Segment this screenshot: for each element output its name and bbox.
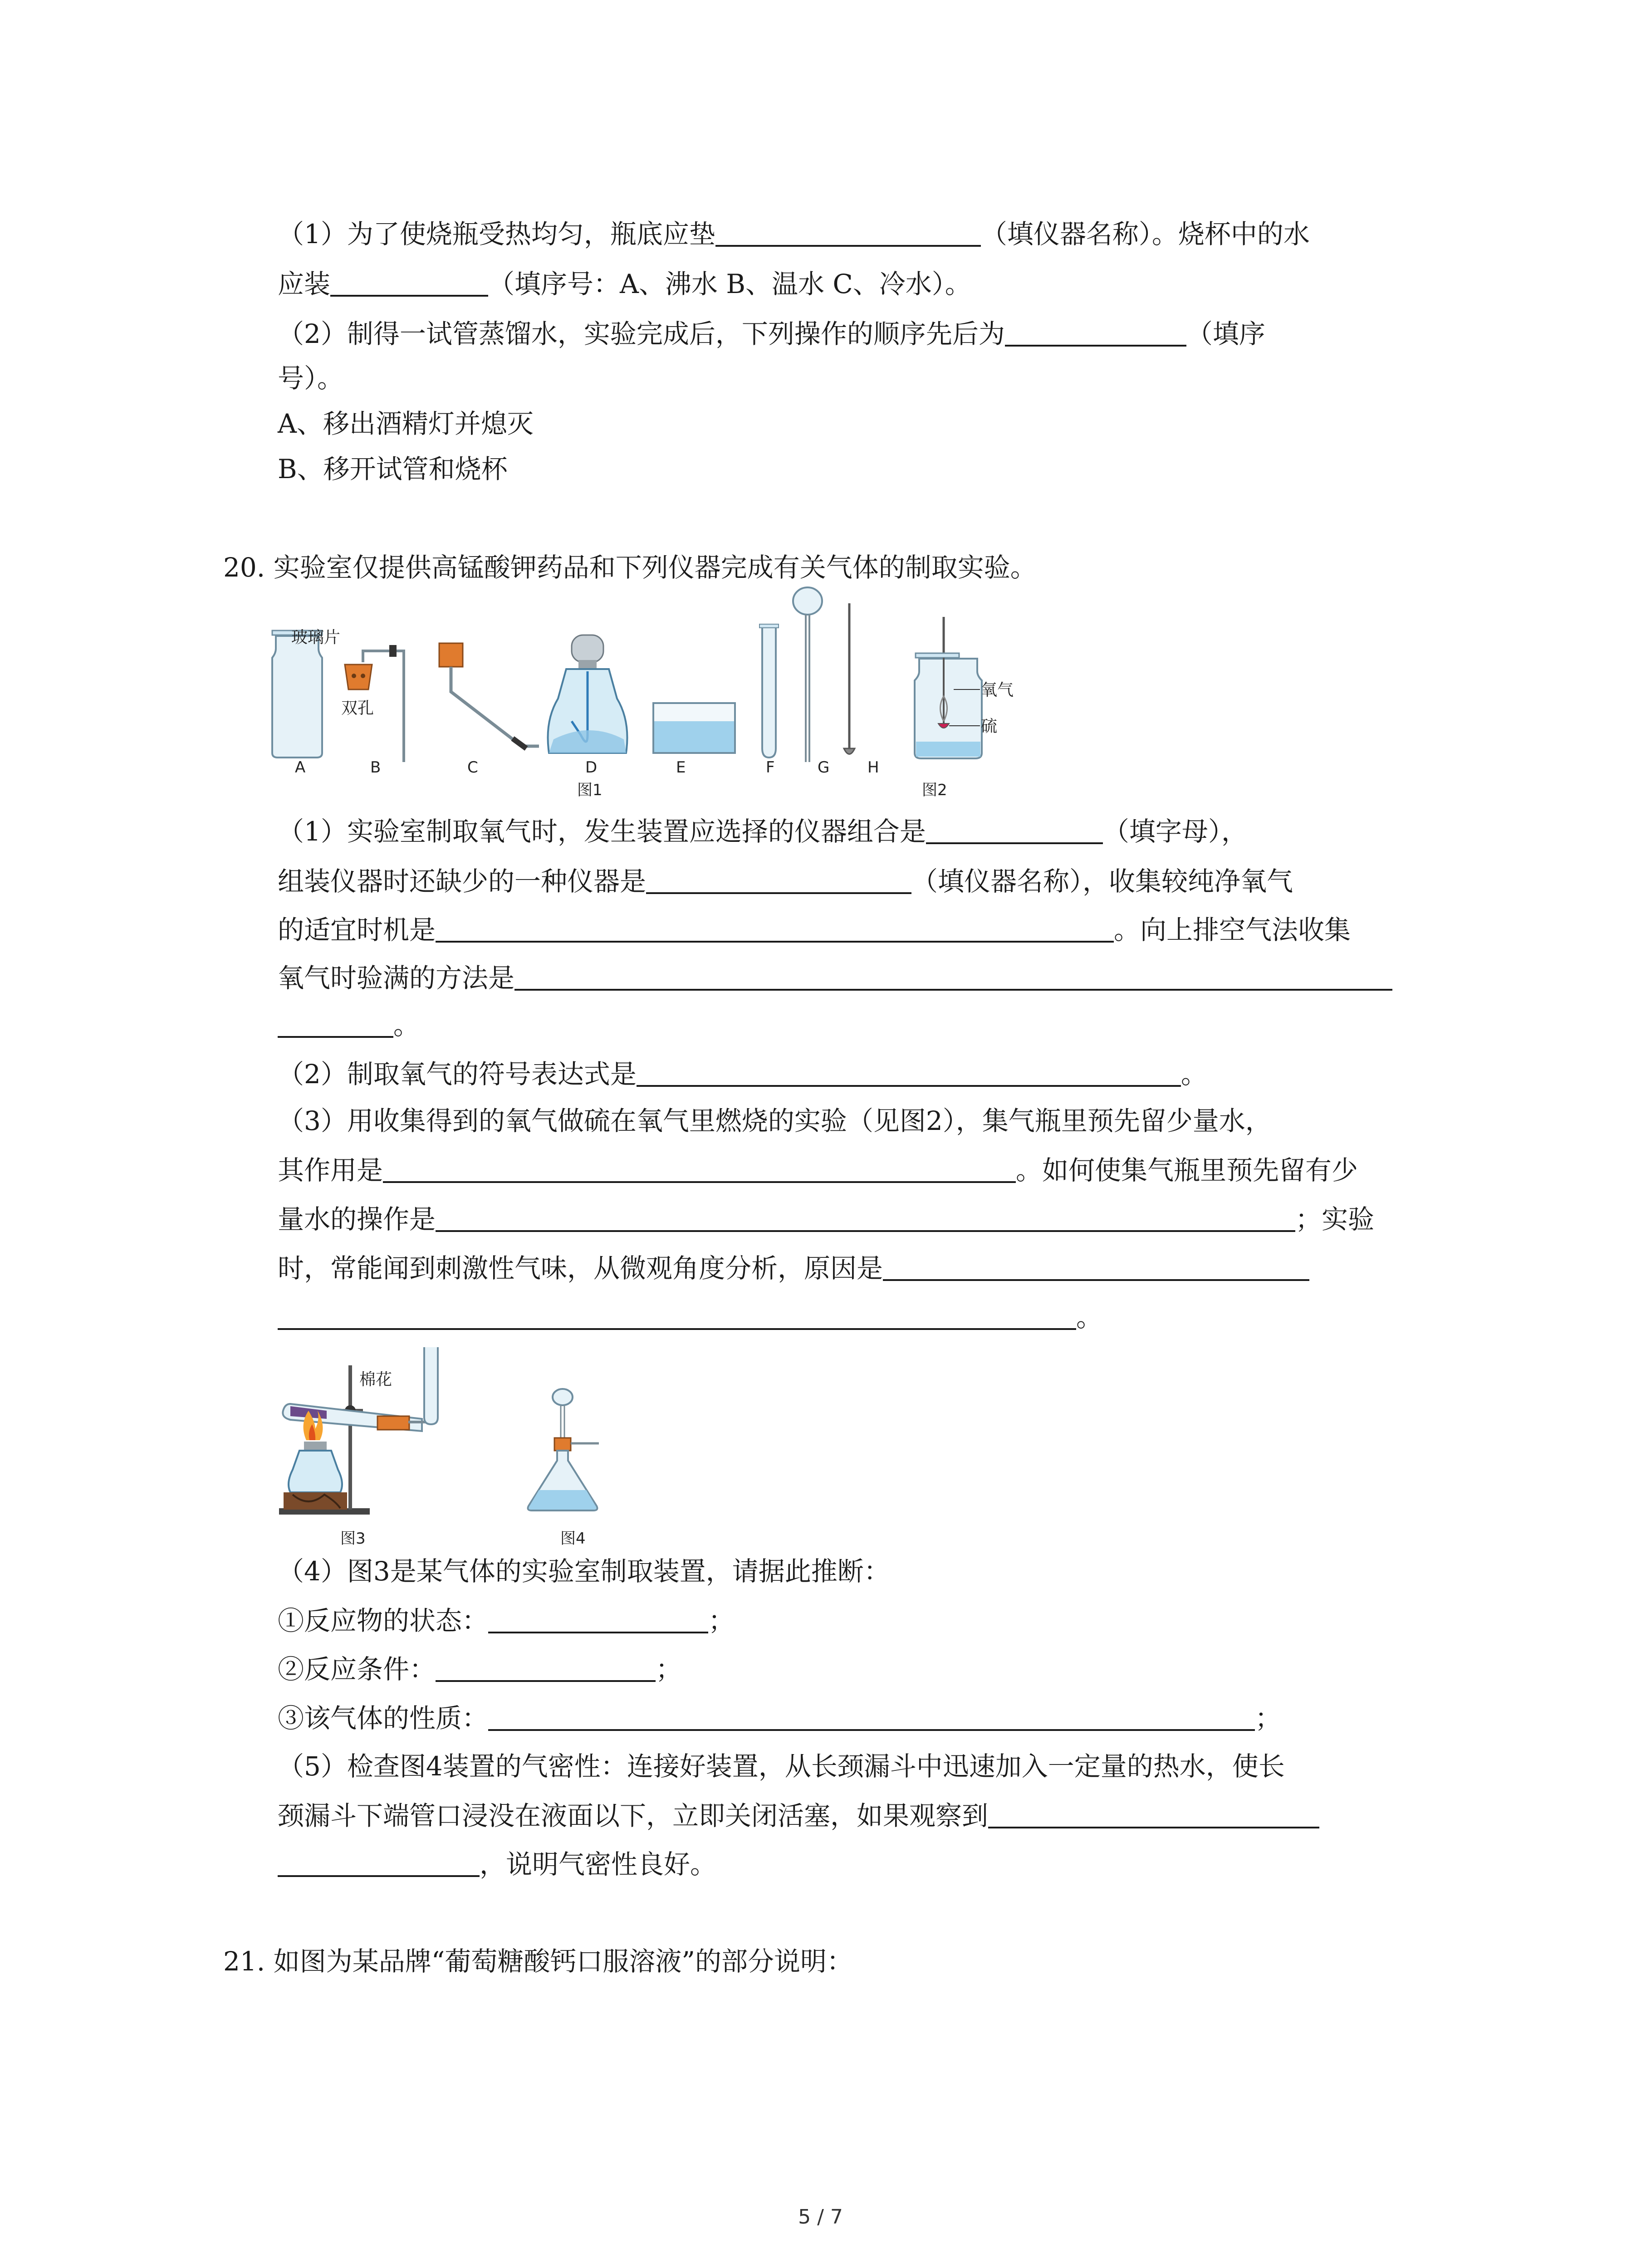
figure-3-4-apparatus (272, 1338, 635, 1520)
q20-part3-line-3: 量水的操作是 ；实验 (278, 1202, 1374, 1236)
answer-blank[interactable] (436, 1202, 1295, 1232)
letter-d: D (585, 758, 598, 777)
answer-blank[interactable] (383, 1153, 1016, 1183)
q20-part3-line-1: （3）用收集得到的氧气做硫在氧气里燃烧的实验（见图2），集气瓶里预先留少量水， (278, 1105, 1272, 1136)
figure-2-sulfur-combustion (915, 617, 982, 758)
q20-part1-line-3: 的适宜时机是 。向上排空气法收集 (278, 913, 1351, 946)
q20-part5-line-1: （5）检查图4装置的气密性：连接好装置，从长颈漏斗中迅速加入一定量的热水，使长 (278, 1751, 1285, 1782)
q20-stem: 20. 实验室仅提供高锰酸钾药品和下列仪器完成有关气体的制取实验。 (223, 552, 1037, 583)
answer-blank[interactable] (278, 1008, 393, 1038)
answer-blank[interactable] (646, 864, 911, 894)
answer-blank[interactable] (278, 1300, 1076, 1330)
q20-part5-line-3: ，说明气密性良好。 (278, 1847, 716, 1881)
q20-part4-item-2: ②反应条件： ； (278, 1652, 682, 1686)
answer-blank[interactable] (926, 814, 1103, 844)
answer-blank[interactable] (637, 1057, 1181, 1087)
water-trough-e (653, 703, 735, 753)
answer-blank[interactable] (514, 961, 1392, 991)
q19-option-b: B、移开试管和烧杯 (278, 454, 508, 484)
caption-figure-3: 图3 (340, 1530, 366, 1548)
q20-part3-line-2: 其作用是 。如何使集气瓶里预先留有少 (278, 1153, 1358, 1187)
q19-line-1: （1）为了使烧瓶受热均匀，瓶底应垫 （填仪器名称）。烧杯中的水 (278, 217, 1310, 250)
answer-blank[interactable] (330, 267, 488, 297)
q20-part3-line-5: 。 (278, 1300, 1102, 1334)
label-double-hole: 双孔 (341, 699, 374, 718)
answer-blank[interactable] (436, 1652, 656, 1682)
q19-line-2: 应装 （填序号：A、沸水 B、温水 C、冷水）。 (278, 267, 971, 300)
q19-option-a: A、移出酒精灯并熄灭 (278, 408, 534, 439)
alcohol-lamp-d (548, 635, 627, 753)
letter-a: A (295, 758, 306, 777)
answer-blank[interactable] (988, 1799, 1319, 1828)
figure-3-heating-setup (279, 1347, 438, 1515)
caption-figure-1: 图1 (577, 781, 603, 799)
gas-jar-a (272, 631, 322, 758)
long-neck-funnel-g (793, 587, 822, 762)
letter-e: E (676, 758, 686, 777)
q19-line-4: 号）。 (278, 363, 344, 394)
q20-part1-line-5: 。 (278, 1008, 420, 1041)
q20-part2: （2）制取氧气的符号表达式是 。 (278, 1057, 1207, 1090)
rubber-stopper-b (345, 665, 372, 689)
q20-part1-line-1: （1）实验室制取氧气时，发生装置应选择的仪器组合是 （填字母）， (278, 814, 1248, 848)
answer-blank[interactable] (1005, 317, 1186, 347)
letter-g: G (818, 758, 830, 777)
letter-h: H (867, 758, 879, 777)
answer-blank[interactable] (883, 1251, 1309, 1281)
q20-part4-intro: （4）图3是某气体的实验室制取装置，请据此推断： (278, 1556, 890, 1587)
q20-part4-item-1: ①反应物的状态： ； (278, 1603, 735, 1637)
caption-figure-2: 图2 (922, 781, 947, 799)
q20-part3-line-4: 时，常能闻到刺激性气味，从微观角度分析，原因是 (278, 1251, 1309, 1285)
figure-4-flask-with-funnel (528, 1389, 599, 1510)
q20-part1-line-2: 组装仪器时还缺少的一种仪器是 （填仪器名称），收集较纯净氧气 (278, 864, 1293, 898)
test-tube-f (759, 624, 779, 758)
q21-stem: 21. 如图为某品牌“葡萄糖酸钙口服溶液”的部分说明： (223, 1946, 853, 1977)
q20-part4-item-3: ③该气体的性质： ； (278, 1701, 1281, 1735)
label-cotton: 棉花 (359, 1370, 392, 1389)
letter-b: B (370, 758, 381, 777)
q20-part5-line-2: 颈漏斗下端管口浸没在液面以下，立即关闭活塞，如果观察到 (278, 1799, 1319, 1832)
answer-blank[interactable] (488, 1603, 708, 1633)
answer-blank[interactable] (488, 1701, 1255, 1731)
label-glass-plate: 玻璃片 (291, 628, 341, 647)
combustion-spoon-h (844, 603, 855, 754)
answer-blank[interactable] (715, 217, 981, 247)
q20-part1-line-4: 氧气时验满的方法是 (278, 961, 1392, 994)
letter-c: C (467, 758, 478, 777)
label-oxygen: 氧气 (981, 681, 1014, 699)
answer-blank[interactable] (436, 913, 1114, 943)
caption-figure-4: 图4 (560, 1530, 586, 1548)
page-number: 5 / 7 (798, 2205, 843, 2229)
q19-line-3: （2）制得一试管蒸馏水，实验完成后，下列操作的顺序先后为 （填序 (278, 317, 1265, 350)
delivery-tube-c (439, 643, 539, 748)
label-sulfur: 硫 (981, 717, 998, 736)
answer-blank[interactable] (278, 1847, 480, 1877)
letter-f: F (766, 758, 775, 777)
